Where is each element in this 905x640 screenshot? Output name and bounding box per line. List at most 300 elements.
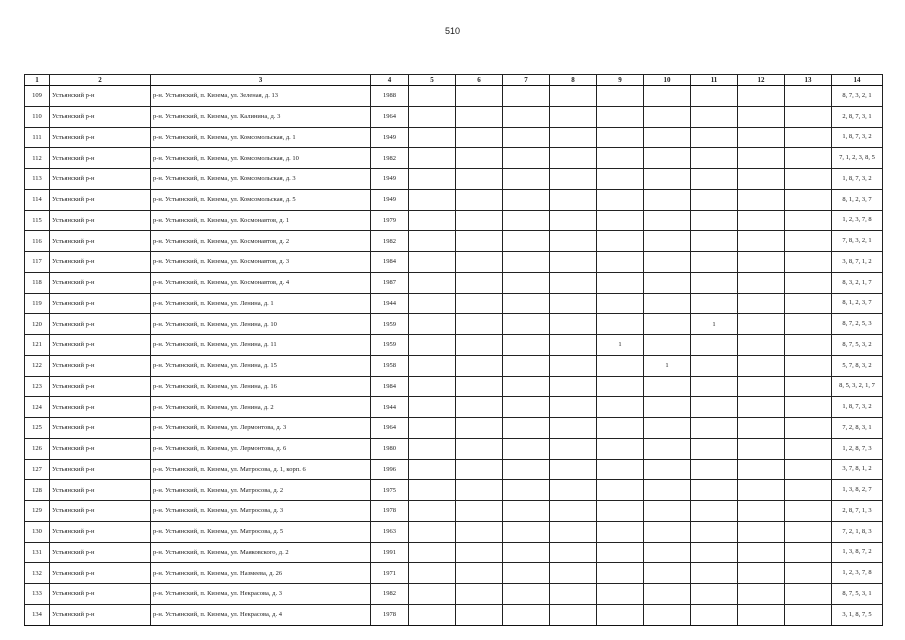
col11-cell	[691, 272, 738, 293]
col8-cell	[550, 501, 597, 522]
col13-cell	[785, 148, 832, 169]
col7-cell	[503, 314, 550, 335]
col5-cell	[409, 563, 456, 584]
col10-cell	[644, 376, 691, 397]
row-number: 125	[25, 418, 50, 439]
order-cell: 7, 2, 1, 8, 3	[832, 521, 883, 542]
col8-cell	[550, 480, 597, 501]
order-cell: 2, 8, 7, 3, 1	[832, 106, 883, 127]
district-cell: Устьянский р-н	[50, 459, 151, 480]
col8-cell	[550, 252, 597, 273]
row-number: 113	[25, 169, 50, 190]
order-cell: 8, 1, 2, 3, 7	[832, 189, 883, 210]
col9-cell	[597, 231, 644, 252]
order-cell: 7, 2, 8, 3, 1	[832, 418, 883, 439]
column-header: 12	[738, 75, 785, 86]
col7-cell	[503, 376, 550, 397]
column-header: 11	[691, 75, 738, 86]
district-cell: Устьянский р-н	[50, 376, 151, 397]
order-cell: 2, 8, 7, 1, 3	[832, 501, 883, 522]
col11-cell	[691, 252, 738, 273]
col5-cell	[409, 335, 456, 356]
col10-cell	[644, 148, 691, 169]
col8-cell	[550, 169, 597, 190]
col13-cell	[785, 335, 832, 356]
col9-cell	[597, 127, 644, 148]
col12-cell	[738, 521, 785, 542]
col11-cell	[691, 459, 738, 480]
address-cell: р-н. Устьянский, п. Кизема, ул. Космонавтов, д. 2	[151, 231, 371, 252]
order-cell: 1, 3, 8, 7, 2	[832, 542, 883, 563]
row-number: 127	[25, 459, 50, 480]
table-row	[25, 542, 883, 563]
col6-cell	[456, 272, 503, 293]
col7-cell	[503, 397, 550, 418]
order-cell: 8, 7, 3, 2, 1	[832, 86, 883, 107]
col10-cell	[644, 584, 691, 605]
address-cell: р-н. Устьянский, п. Кизема, ул. Ленина, д. 11	[151, 335, 371, 356]
col12-cell	[738, 210, 785, 231]
table-row	[25, 169, 883, 190]
col9-cell	[597, 272, 644, 293]
col10-cell	[644, 521, 691, 542]
col5-cell	[409, 542, 456, 563]
col5-cell	[409, 459, 456, 480]
col7-cell	[503, 418, 550, 439]
table-body	[25, 86, 883, 626]
col10-cell	[644, 397, 691, 418]
col13-cell	[785, 418, 832, 439]
col7-cell	[503, 459, 550, 480]
table-row	[25, 272, 883, 293]
col5-cell	[409, 189, 456, 210]
col13-cell	[785, 521, 832, 542]
col6-cell	[456, 397, 503, 418]
table-row	[25, 314, 883, 335]
district-cell: Устьянский р-н	[50, 584, 151, 605]
col8-cell	[550, 148, 597, 169]
col13-cell	[785, 293, 832, 314]
col5-cell	[409, 210, 456, 231]
col7-cell	[503, 127, 550, 148]
col8-cell	[550, 459, 597, 480]
col5-cell	[409, 604, 456, 625]
col5-cell	[409, 584, 456, 605]
col7-cell	[503, 604, 550, 625]
row-number: 110	[25, 106, 50, 127]
year-cell: 1949	[371, 169, 409, 190]
col10-cell	[644, 604, 691, 625]
table-row	[25, 335, 883, 356]
col11-cell	[691, 210, 738, 231]
year-cell: 1978	[371, 604, 409, 625]
col8-cell	[550, 335, 597, 356]
table-row	[25, 210, 883, 231]
year-cell: 1988	[371, 86, 409, 107]
col9-cell	[597, 252, 644, 273]
year-cell: 1991	[371, 542, 409, 563]
col9-cell	[597, 501, 644, 522]
col9-cell	[597, 397, 644, 418]
col9-cell: 1	[597, 335, 644, 356]
year-cell: 1958	[371, 355, 409, 376]
table-row	[25, 584, 883, 605]
col12-cell	[738, 106, 785, 127]
col9-cell	[597, 148, 644, 169]
order-cell: 5, 7, 8, 3, 2	[832, 355, 883, 376]
col12-cell	[738, 252, 785, 273]
col5-cell	[409, 418, 456, 439]
col7-cell	[503, 169, 550, 190]
year-cell: 1963	[371, 521, 409, 542]
col7-cell	[503, 106, 550, 127]
col5-cell	[409, 397, 456, 418]
col13-cell	[785, 438, 832, 459]
col6-cell	[456, 355, 503, 376]
col12-cell	[738, 376, 785, 397]
district-cell: Устьянский р-н	[50, 272, 151, 293]
col7-cell	[503, 501, 550, 522]
col5-cell	[409, 127, 456, 148]
col12-cell	[738, 438, 785, 459]
table-row	[25, 501, 883, 522]
col5-cell	[409, 106, 456, 127]
table-row	[25, 376, 883, 397]
col8-cell	[550, 355, 597, 376]
col7-cell	[503, 335, 550, 356]
table-row	[25, 106, 883, 127]
col6-cell	[456, 501, 503, 522]
order-cell: 3, 1, 8, 7, 5	[832, 604, 883, 625]
order-cell: 8, 7, 2, 5, 3	[832, 314, 883, 335]
row-number: 129	[25, 501, 50, 522]
col11-cell	[691, 542, 738, 563]
row-number: 124	[25, 397, 50, 418]
col12-cell	[738, 148, 785, 169]
col5-cell	[409, 231, 456, 252]
col7-cell	[503, 584, 550, 605]
district-cell: Устьянский р-н	[50, 127, 151, 148]
page-number: 510	[444, 26, 461, 36]
table-row	[25, 231, 883, 252]
col9-cell	[597, 376, 644, 397]
district-cell: Устьянский р-н	[50, 480, 151, 501]
col6-cell	[456, 293, 503, 314]
col9-cell	[597, 480, 644, 501]
year-cell: 1944	[371, 293, 409, 314]
col6-cell	[456, 189, 503, 210]
order-cell: 1, 8, 7, 3, 2	[832, 397, 883, 418]
year-cell: 1982	[371, 148, 409, 169]
col6-cell	[456, 148, 503, 169]
col9-cell	[597, 542, 644, 563]
address-cell: р-н. Устьянский, п. Кизема, ул. Космонавтов, д. 4	[151, 272, 371, 293]
col10-cell	[644, 86, 691, 107]
year-cell: 1949	[371, 189, 409, 210]
col11-cell	[691, 438, 738, 459]
col12-cell	[738, 189, 785, 210]
col12-cell	[738, 542, 785, 563]
year-cell: 1964	[371, 418, 409, 439]
col12-cell	[738, 584, 785, 605]
address-cell: р-н. Устьянский, п. Кизема, ул. Лермонтова, д. 3	[151, 418, 371, 439]
col9-cell	[597, 418, 644, 439]
col11-cell: 1	[691, 314, 738, 335]
col10-cell	[644, 335, 691, 356]
col7-cell	[503, 86, 550, 107]
district-cell: Устьянский р-н	[50, 169, 151, 190]
year-cell: 1982	[371, 231, 409, 252]
col7-cell	[503, 355, 550, 376]
year-cell: 1971	[371, 563, 409, 584]
district-cell: Устьянский р-н	[50, 189, 151, 210]
col11-cell	[691, 521, 738, 542]
year-cell: 1959	[371, 335, 409, 356]
address-cell: р-н. Устьянский, п. Кизема, ул. Маяковского, д. 2	[151, 542, 371, 563]
column-header: 6	[456, 75, 503, 86]
address-cell: р-н. Устьянский, п. Кизема, ул. Ленина, д. 10	[151, 314, 371, 335]
col11-cell	[691, 106, 738, 127]
table-row	[25, 480, 883, 501]
col8-cell	[550, 542, 597, 563]
col6-cell	[456, 521, 503, 542]
col10-cell	[644, 293, 691, 314]
row-number: 116	[25, 231, 50, 252]
district-cell: Устьянский р-н	[50, 293, 151, 314]
order-cell: 1, 2, 8, 7, 3	[832, 438, 883, 459]
col6-cell	[456, 86, 503, 107]
col9-cell	[597, 189, 644, 210]
column-header: 14	[832, 75, 883, 86]
col6-cell	[456, 480, 503, 501]
column-header: 4	[371, 75, 409, 86]
col10-cell	[644, 501, 691, 522]
table-row	[25, 459, 883, 480]
year-cell: 1949	[371, 127, 409, 148]
col11-cell	[691, 189, 738, 210]
table-row	[25, 397, 883, 418]
col11-cell	[691, 148, 738, 169]
column-header: 2	[50, 75, 151, 86]
col12-cell	[738, 86, 785, 107]
year-cell: 1984	[371, 376, 409, 397]
col7-cell	[503, 480, 550, 501]
table-row	[25, 418, 883, 439]
col12-cell	[738, 231, 785, 252]
district-cell: Устьянский р-н	[50, 604, 151, 625]
col8-cell	[550, 418, 597, 439]
col13-cell	[785, 106, 832, 127]
column-header: 10	[644, 75, 691, 86]
table-row	[25, 86, 883, 107]
col10-cell	[644, 542, 691, 563]
table-row	[25, 355, 883, 376]
col12-cell	[738, 563, 785, 584]
col11-cell	[691, 355, 738, 376]
col6-cell	[456, 418, 503, 439]
table-row	[25, 438, 883, 459]
address-cell: р-н. Устьянский, п. Кизема, ул. Матросова, д. 3	[151, 501, 371, 522]
col5-cell	[409, 293, 456, 314]
col8-cell	[550, 293, 597, 314]
col13-cell	[785, 189, 832, 210]
col11-cell	[691, 397, 738, 418]
col5-cell	[409, 148, 456, 169]
col11-cell	[691, 501, 738, 522]
address-cell: р-н. Устьянский, п. Кизема, ул. Ленина, д. 15	[151, 355, 371, 376]
col11-cell	[691, 480, 738, 501]
row-number: 123	[25, 376, 50, 397]
col5-cell	[409, 272, 456, 293]
row-number: 115	[25, 210, 50, 231]
col8-cell	[550, 376, 597, 397]
col6-cell	[456, 106, 503, 127]
order-cell: 8, 7, 5, 3, 2	[832, 335, 883, 356]
col9-cell	[597, 86, 644, 107]
col13-cell	[785, 272, 832, 293]
col8-cell	[550, 563, 597, 584]
col6-cell	[456, 335, 503, 356]
col13-cell	[785, 252, 832, 273]
col13-cell	[785, 542, 832, 563]
column-header: 5	[409, 75, 456, 86]
col8-cell	[550, 189, 597, 210]
district-cell: Устьянский р-н	[50, 148, 151, 169]
col12-cell	[738, 459, 785, 480]
col12-cell	[738, 127, 785, 148]
col12-cell	[738, 418, 785, 439]
col12-cell	[738, 397, 785, 418]
col13-cell	[785, 86, 832, 107]
col5-cell	[409, 521, 456, 542]
address-cell: р-н. Устьянский, п. Кизема, ул. Лермонтова, д. 6	[151, 438, 371, 459]
order-cell: 1, 8, 7, 3, 2	[832, 127, 883, 148]
column-header: 3	[151, 75, 371, 86]
col7-cell	[503, 231, 550, 252]
col6-cell	[456, 210, 503, 231]
address-cell: р-н. Устьянский, п. Кизема, ул. Ленина, д. 16	[151, 376, 371, 397]
district-cell: Устьянский р-н	[50, 397, 151, 418]
row-number: 122	[25, 355, 50, 376]
col12-cell	[738, 293, 785, 314]
col13-cell	[785, 376, 832, 397]
address-cell: р-н. Устьянский, п. Кизема, ул. Зеленая, д. 13	[151, 86, 371, 107]
district-cell: Устьянский р-н	[50, 210, 151, 231]
col12-cell	[738, 355, 785, 376]
col6-cell	[456, 563, 503, 584]
address-cell: р-н. Устьянский, п. Кизема, ул. Матросова, д. 5	[151, 521, 371, 542]
col9-cell	[597, 563, 644, 584]
row-number: 130	[25, 521, 50, 542]
col9-cell	[597, 169, 644, 190]
col5-cell	[409, 501, 456, 522]
address-cell: р-н. Устьянский, п. Кизема, ул. Матросова, д. 2	[151, 480, 371, 501]
year-cell: 1996	[371, 459, 409, 480]
col12-cell	[738, 480, 785, 501]
address-cell: р-н. Устьянский, п. Кизема, ул. Комсомольская, д. 10	[151, 148, 371, 169]
col11-cell	[691, 86, 738, 107]
district-cell: Устьянский р-н	[50, 86, 151, 107]
district-cell: Устьянский р-н	[50, 231, 151, 252]
col12-cell	[738, 604, 785, 625]
row-number: 118	[25, 272, 50, 293]
order-cell: 8, 1, 2, 3, 7	[832, 293, 883, 314]
col9-cell	[597, 521, 644, 542]
col8-cell	[550, 584, 597, 605]
column-header: 9	[597, 75, 644, 86]
address-cell: р-н. Устьянский, п. Кизема, ул. Космонавтов, д. 3	[151, 252, 371, 273]
col10-cell	[644, 438, 691, 459]
col9-cell	[597, 355, 644, 376]
col13-cell	[785, 231, 832, 252]
col12-cell	[738, 335, 785, 356]
year-cell: 1980	[371, 438, 409, 459]
col13-cell	[785, 127, 832, 148]
col10-cell	[644, 418, 691, 439]
col5-cell	[409, 314, 456, 335]
col6-cell	[456, 169, 503, 190]
col12-cell	[738, 314, 785, 335]
col9-cell	[597, 438, 644, 459]
col8-cell	[550, 438, 597, 459]
col13-cell	[785, 459, 832, 480]
order-cell: 8, 7, 5, 3, 1	[832, 584, 883, 605]
col11-cell	[691, 127, 738, 148]
col11-cell	[691, 604, 738, 625]
address-cell: р-н. Устьянский, п. Кизема, ул. Назмеева, д. 26	[151, 563, 371, 584]
table-row	[25, 189, 883, 210]
col13-cell	[785, 314, 832, 335]
col10-cell	[644, 106, 691, 127]
year-cell: 1978	[371, 501, 409, 522]
col8-cell	[550, 314, 597, 335]
column-header: 8	[550, 75, 597, 86]
col13-cell	[785, 397, 832, 418]
col11-cell	[691, 563, 738, 584]
address-cell: р-н. Устьянский, п. Кизема, ул. Комсомольская, д. 5	[151, 189, 371, 210]
col10-cell: 1	[644, 355, 691, 376]
year-cell: 1975	[371, 480, 409, 501]
table-row	[25, 252, 883, 273]
col13-cell	[785, 480, 832, 501]
col10-cell	[644, 210, 691, 231]
district-cell: Устьянский р-н	[50, 542, 151, 563]
column-header: 13	[785, 75, 832, 86]
col10-cell	[644, 252, 691, 273]
col8-cell	[550, 231, 597, 252]
column-header: 7	[503, 75, 550, 86]
col10-cell	[644, 563, 691, 584]
address-cell: р-н. Устьянский, п. Кизема, ул. Ленина, д. 2	[151, 397, 371, 418]
col13-cell	[785, 355, 832, 376]
col6-cell	[456, 314, 503, 335]
col10-cell	[644, 169, 691, 190]
col9-cell	[597, 210, 644, 231]
row-number: 126	[25, 438, 50, 459]
col8-cell	[550, 397, 597, 418]
year-cell: 1984	[371, 252, 409, 273]
table-row	[25, 127, 883, 148]
col5-cell	[409, 480, 456, 501]
register-table	[24, 74, 883, 626]
order-cell: 1, 3, 8, 2, 7	[832, 480, 883, 501]
col10-cell	[644, 127, 691, 148]
col7-cell	[503, 210, 550, 231]
col5-cell	[409, 169, 456, 190]
district-cell: Устьянский р-н	[50, 335, 151, 356]
district-cell: Устьянский р-н	[50, 438, 151, 459]
address-cell: р-н. Устьянский, п. Кизема, ул. Космонавтов, д. 1	[151, 210, 371, 231]
